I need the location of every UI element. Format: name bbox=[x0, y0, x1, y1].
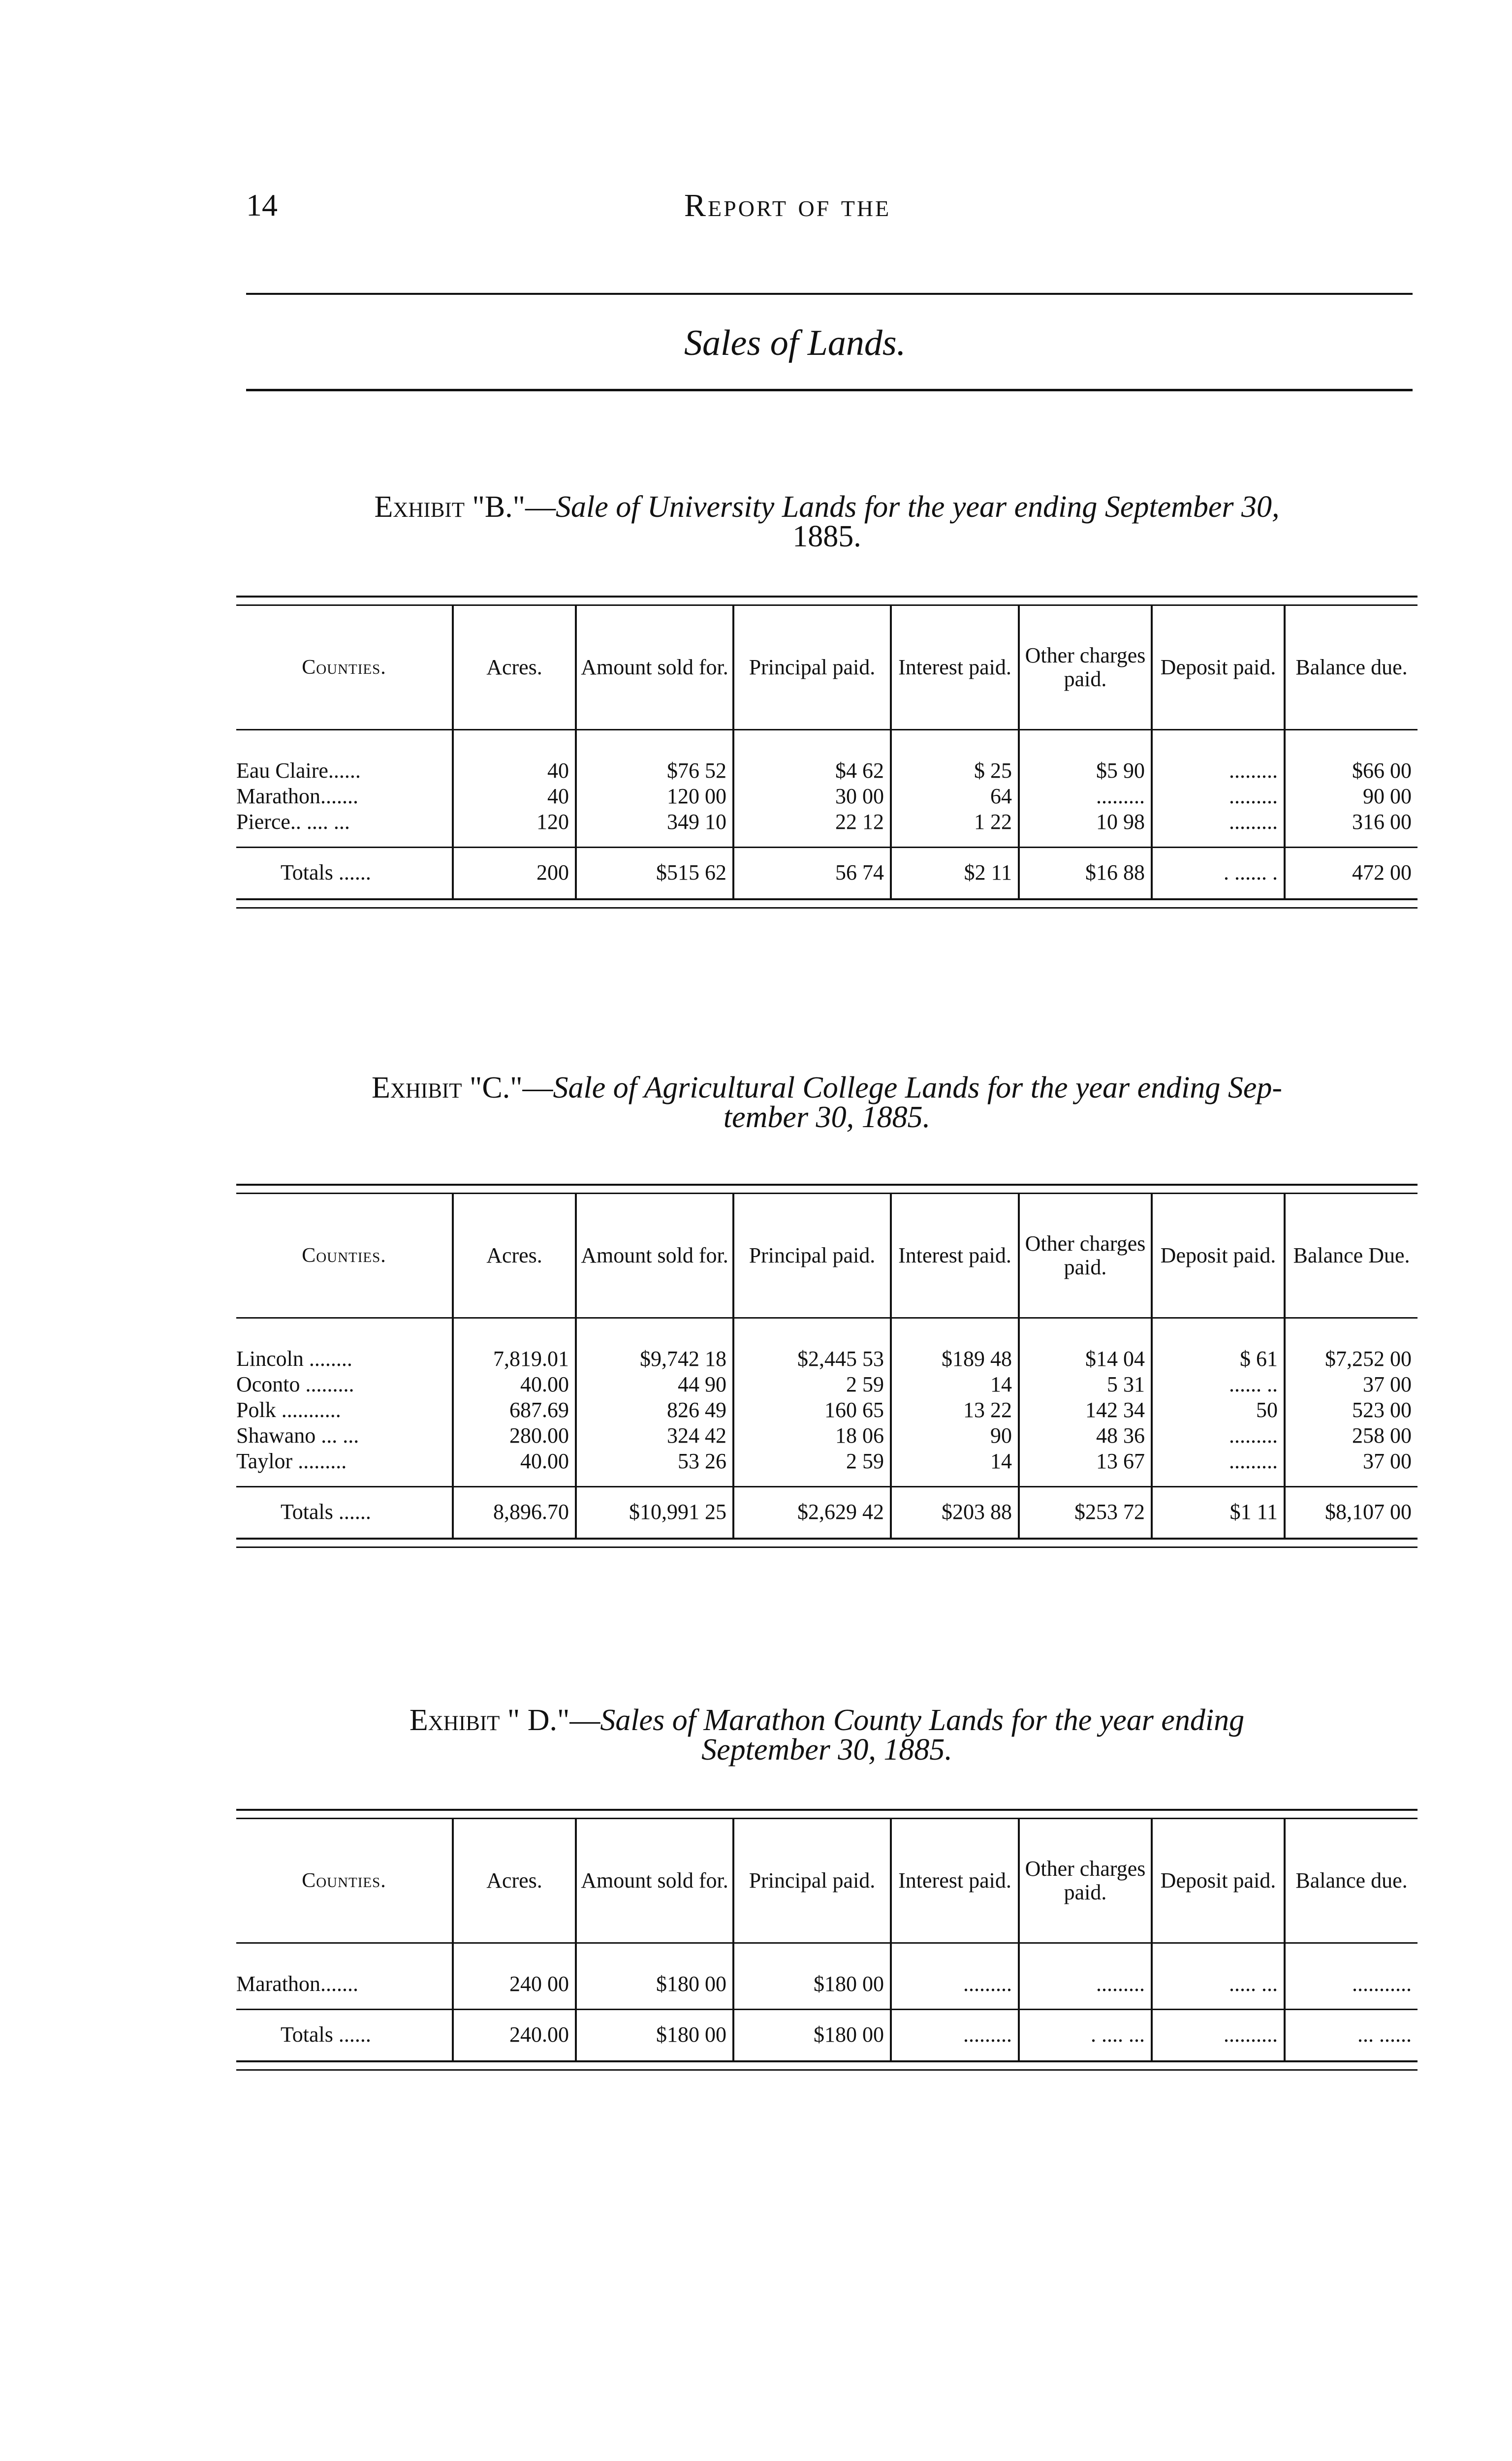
table-row bbox=[236, 1423, 1418, 1449]
cell-other: 142 34 bbox=[1019, 1397, 1152, 1423]
cell-other: 48 36 bbox=[1019, 1423, 1152, 1449]
table-row bbox=[236, 784, 1418, 809]
cell-principal: $2,629 42 bbox=[733, 1487, 891, 1538]
table-row bbox=[236, 730, 1418, 784]
cell-principal: $2,445 53 bbox=[733, 1318, 891, 1372]
cell-other: . .... ... bbox=[1019, 2010, 1152, 2061]
cell-interest: ......... bbox=[891, 2010, 1019, 2061]
cell-acres: 280.00 bbox=[453, 1423, 576, 1449]
cell-principal: 2 59 bbox=[733, 1449, 891, 1487]
col-header-counties: Counties. bbox=[302, 1244, 386, 1267]
cell-other: $16 88 bbox=[1019, 848, 1152, 899]
cell-balance: 316 00 bbox=[1285, 809, 1418, 848]
cell-interest: 14 bbox=[891, 1449, 1019, 1487]
col-header-principal: Principal paid. bbox=[733, 1819, 891, 1943]
cell-totals-label: Totals ...... bbox=[236, 1487, 453, 1538]
cell-interest: 14 bbox=[891, 1372, 1019, 1397]
cell-acres: 40.00 bbox=[453, 1372, 576, 1397]
col-header-other: Other charges paid. bbox=[1019, 1194, 1152, 1318]
cell-other: $14 04 bbox=[1019, 1318, 1152, 1372]
cell-balance: 258 00 bbox=[1285, 1423, 1418, 1449]
cell-acres: 240.00 bbox=[453, 2010, 576, 2061]
cell-principal: 160 65 bbox=[733, 1397, 891, 1423]
cell-balance: 472 00 bbox=[1285, 848, 1418, 899]
exhibit-d-label: Exhibit bbox=[409, 1704, 500, 1737]
cell-acres: 40 bbox=[453, 784, 576, 809]
table-row bbox=[236, 1372, 1418, 1397]
cell-balance: ........... bbox=[1285, 1943, 1418, 2010]
table-row bbox=[236, 1449, 1418, 1487]
cell-amount: 826 49 bbox=[576, 1397, 733, 1423]
cell-totals-label: Totals ...... bbox=[236, 848, 453, 899]
cell-county: Marathon....... bbox=[236, 784, 359, 808]
page-header bbox=[0, 187, 1512, 231]
cell-deposit: ...... .. bbox=[1152, 1372, 1285, 1397]
cell-interest: 1 22 bbox=[891, 809, 1019, 848]
cell-deposit: ......... bbox=[1152, 1449, 1285, 1487]
section-rule bbox=[246, 389, 1413, 391]
cell-interest: $ 25 bbox=[891, 730, 1019, 784]
cell-amount: $515 62 bbox=[576, 848, 733, 899]
section-title: Sales of Lands. bbox=[684, 323, 906, 363]
exhibit-d-letter: " D."— bbox=[507, 1704, 600, 1737]
exhibit-d-title-line2: September 30, 1885. bbox=[701, 1733, 952, 1767]
cell-deposit: $1 11 bbox=[1152, 1487, 1285, 1538]
cell-principal: $180 00 bbox=[733, 2010, 891, 2061]
cell-balance: 90 00 bbox=[1285, 784, 1418, 809]
cell-other: 10 98 bbox=[1019, 809, 1152, 848]
cell-principal: 22 12 bbox=[733, 809, 891, 848]
exhibit-d-title bbox=[236, 1705, 1418, 1765]
cell-balance: $8,107 00 bbox=[1285, 1487, 1418, 1538]
table-top-rule bbox=[236, 596, 1418, 606]
cell-other: ......... bbox=[1019, 1943, 1152, 2010]
col-header-interest: Interest paid. bbox=[891, 1194, 1019, 1318]
table-bottom-rule bbox=[236, 1538, 1418, 1548]
table-row bbox=[236, 809, 1418, 848]
cell-other: ......... bbox=[1019, 784, 1152, 809]
col-header-counties: Counties. bbox=[302, 1869, 386, 1892]
exhibit-d-title-line1: Sales of Marathon County Lands for the year ending bbox=[600, 1704, 1245, 1737]
table-top-rule bbox=[236, 1184, 1418, 1194]
table-row bbox=[236, 1397, 1418, 1423]
col-header-interest: Interest paid. bbox=[891, 606, 1019, 730]
exhibit-b-title-line2: 1885. bbox=[792, 520, 861, 553]
cell-acres: 8,896.70 bbox=[453, 1487, 576, 1538]
cell-totals-label: Totals ...... bbox=[236, 2010, 453, 2061]
totals-row bbox=[236, 848, 1418, 899]
cell-county: Pierce.. .... ... bbox=[236, 810, 350, 834]
cell-acres: 200 bbox=[453, 848, 576, 899]
col-header-deposit: Deposit paid. bbox=[1152, 1194, 1285, 1318]
exhibit-c-title bbox=[236, 1073, 1418, 1132]
table-header-row bbox=[236, 606, 1418, 730]
cell-amount: $76 52 bbox=[576, 730, 733, 784]
cell-balance: ... ...... bbox=[1285, 2010, 1418, 2061]
cell-other: 13 67 bbox=[1019, 1449, 1152, 1487]
cell-acres: 40.00 bbox=[453, 1449, 576, 1487]
cell-deposit: ..... ... bbox=[1152, 1943, 1285, 2010]
col-header-amount: Amount sold for. bbox=[576, 1819, 733, 1943]
cell-interest: 64 bbox=[891, 784, 1019, 809]
col-header-amount: Amount sold for. bbox=[576, 1194, 733, 1318]
col-header-acres: Acres. bbox=[453, 1194, 576, 1318]
col-header-deposit: Deposit paid. bbox=[1152, 606, 1285, 730]
col-header-deposit: Deposit paid. bbox=[1152, 1819, 1285, 1943]
col-header-amount: Amount sold for. bbox=[576, 606, 733, 730]
cell-balance: $7,252 00 bbox=[1285, 1318, 1418, 1372]
cell-amount: $180 00 bbox=[576, 1943, 733, 2010]
cell-interest: ......... bbox=[891, 1943, 1019, 2010]
exhibit-d-table bbox=[236, 1809, 1418, 2071]
cell-county: Polk ........... bbox=[236, 1398, 341, 1422]
col-header-acres: Acres. bbox=[453, 1819, 576, 1943]
table-header-row bbox=[236, 1819, 1418, 1943]
col-header-balance: Balance due. bbox=[1285, 1819, 1418, 1943]
cell-interest: $189 48 bbox=[891, 1318, 1019, 1372]
table-row bbox=[236, 1943, 1418, 2010]
totals-row bbox=[236, 1487, 1418, 1538]
exhibit-c-title-line1: Sale of Agricultural College Lands for the year ending Sep- bbox=[553, 1071, 1283, 1104]
col-header-acres: Acres. bbox=[453, 606, 576, 730]
cell-principal: $180 00 bbox=[733, 1943, 891, 2010]
cell-deposit: 50 bbox=[1152, 1397, 1285, 1423]
table-row bbox=[236, 1318, 1418, 1372]
cell-county: Oconto ......... bbox=[236, 1372, 354, 1396]
cell-amount: $180 00 bbox=[576, 2010, 733, 2061]
cell-principal: 2 59 bbox=[733, 1372, 891, 1397]
cell-amount: 349 10 bbox=[576, 809, 733, 848]
cell-deposit: ......... bbox=[1152, 1423, 1285, 1449]
cell-county: Shawano ... ... bbox=[236, 1423, 359, 1448]
cell-acres: 687.69 bbox=[453, 1397, 576, 1423]
cell-county: Taylor ......... bbox=[236, 1449, 347, 1473]
cell-balance: 37 00 bbox=[1285, 1449, 1418, 1487]
exhibit-b-title bbox=[236, 492, 1418, 551]
cell-county: Lincoln ........ bbox=[236, 1347, 352, 1371]
cell-other: $5 90 bbox=[1019, 730, 1152, 784]
cell-principal: 18 06 bbox=[733, 1423, 891, 1449]
cell-interest: $203 88 bbox=[891, 1487, 1019, 1538]
cell-deposit: .......... bbox=[1152, 2010, 1285, 2061]
cell-acres: 120 bbox=[453, 809, 576, 848]
table-top-rule bbox=[236, 1809, 1418, 1819]
table-bottom-rule bbox=[236, 898, 1418, 909]
col-header-interest: Interest paid. bbox=[891, 1819, 1019, 1943]
col-header-principal: Principal paid. bbox=[733, 606, 891, 730]
cell-amount: 324 42 bbox=[576, 1423, 733, 1449]
cell-other: 5 31 bbox=[1019, 1372, 1152, 1397]
col-header-counties: Counties. bbox=[302, 656, 386, 679]
exhibit-b-table bbox=[236, 596, 1418, 909]
cell-deposit: ......... bbox=[1152, 784, 1285, 809]
cell-principal: 30 00 bbox=[733, 784, 891, 809]
cell-interest: $2 11 bbox=[891, 848, 1019, 899]
cell-amount: 120 00 bbox=[576, 784, 733, 809]
cell-amount: 44 90 bbox=[576, 1372, 733, 1397]
cell-interest: 13 22 bbox=[891, 1397, 1019, 1423]
exhibit-b-title-line1: Sale of University Lands for the year ending September 30, bbox=[556, 490, 1280, 524]
cell-interest: 90 bbox=[891, 1423, 1019, 1449]
col-header-principal: Principal paid. bbox=[733, 1194, 891, 1318]
cell-principal: 56 74 bbox=[733, 848, 891, 899]
col-header-balance: Balance due. bbox=[1285, 606, 1418, 730]
exhibit-b-label: Exhibit bbox=[374, 490, 465, 524]
running-title: Report of the bbox=[684, 188, 891, 223]
cell-county: Marathon....... bbox=[236, 1972, 359, 1996]
exhibit-c-title-line2: tember 30, 1885. bbox=[723, 1101, 931, 1134]
cell-deposit: $ 61 bbox=[1152, 1318, 1285, 1372]
cell-acres: 7,819.01 bbox=[453, 1318, 576, 1372]
exhibit-c-label: Exhibit bbox=[371, 1071, 462, 1104]
table-header-row bbox=[236, 1194, 1418, 1318]
exhibit-c-table bbox=[236, 1184, 1418, 1548]
cell-balance: 37 00 bbox=[1285, 1372, 1418, 1397]
exhibit-c-letter: "C."— bbox=[470, 1071, 553, 1104]
cell-balance: 523 00 bbox=[1285, 1397, 1418, 1423]
cell-amount: $9,742 18 bbox=[576, 1318, 733, 1372]
col-header-other: Other charges paid. bbox=[1019, 606, 1152, 730]
cell-deposit: . ...... . bbox=[1152, 848, 1285, 899]
cell-acres: 40 bbox=[453, 730, 576, 784]
cell-acres: 240 00 bbox=[453, 1943, 576, 2010]
table-bottom-rule bbox=[236, 2060, 1418, 2071]
col-header-other: Other charges paid. bbox=[1019, 1819, 1152, 1943]
cell-deposit: ......... bbox=[1152, 809, 1285, 848]
cell-balance: $66 00 bbox=[1285, 730, 1418, 784]
cell-other: $253 72 bbox=[1019, 1487, 1152, 1538]
cell-deposit: ......... bbox=[1152, 730, 1285, 784]
cell-amount: $10,991 25 bbox=[576, 1487, 733, 1538]
col-header-balance: Balance Due. bbox=[1285, 1194, 1418, 1318]
cell-amount: 53 26 bbox=[576, 1449, 733, 1487]
page-number: 14 bbox=[246, 188, 278, 222]
header-rule bbox=[246, 293, 1413, 295]
cell-principal: $4 62 bbox=[733, 730, 891, 784]
cell-county: Eau Claire...... bbox=[236, 758, 361, 783]
exhibit-b-letter: "B."— bbox=[472, 490, 556, 524]
totals-row bbox=[236, 2010, 1418, 2061]
